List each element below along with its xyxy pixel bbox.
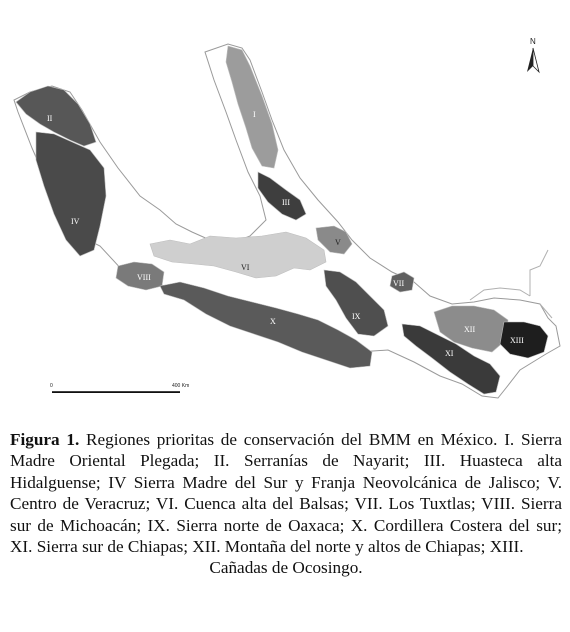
region-label-VIII: VIII (137, 273, 151, 282)
region-IV (36, 132, 106, 256)
region-IX (324, 270, 388, 336)
region-label-VII: VII (393, 279, 405, 288)
region-VI (150, 232, 326, 278)
region-label-VI: VI (241, 263, 250, 272)
region-label-I: I (253, 110, 256, 119)
caption-last-line: Cañadas de Ocosingo. (209, 558, 363, 578)
north-arrow-icon (527, 37, 539, 72)
region-label-II: II (47, 114, 53, 123)
north-label: N (530, 37, 536, 46)
region-label-V: V (335, 238, 341, 247)
region-label-XIII: XIII (510, 336, 524, 345)
region-label-IX: IX (352, 312, 361, 321)
region-label-XI: XI (445, 349, 454, 358)
scale-bar (50, 383, 189, 393)
scale-end-label: 400 Km (172, 383, 190, 389)
region-label-III: III (282, 198, 290, 207)
region-label-IV: IV (71, 217, 80, 226)
region-III (258, 172, 306, 220)
region-XIII (500, 322, 548, 358)
caption-body: Regiones prioritas de conservación del BMM en México. I. Sierra Madre Oriental Plegada; II. Serranías de Nayarit; III. Huasteca alta Hidalguense; IV Sierra Madre del Sur y Franja Neovolcánica de Jalisco; V. Centro de Veracruz; VI. Cuenca alta del Balsas; VII. Los Tuxtlas; VIII. Sierra sur de Michoacán; IX. Sierra norte de Oaxaca; X. Cordillera Costera del sur; XI. Sierra sur de Chiapas; XII. Montaña del norte y altos de Chiapas; XIII. (10, 430, 562, 557)
figure-label: Figura 1. (10, 430, 80, 449)
figure-caption (10, 429, 562, 579)
region-label-X: X (270, 317, 276, 326)
region-label-XII: XII (464, 325, 476, 334)
scale-start-label: 0 (50, 383, 53, 389)
